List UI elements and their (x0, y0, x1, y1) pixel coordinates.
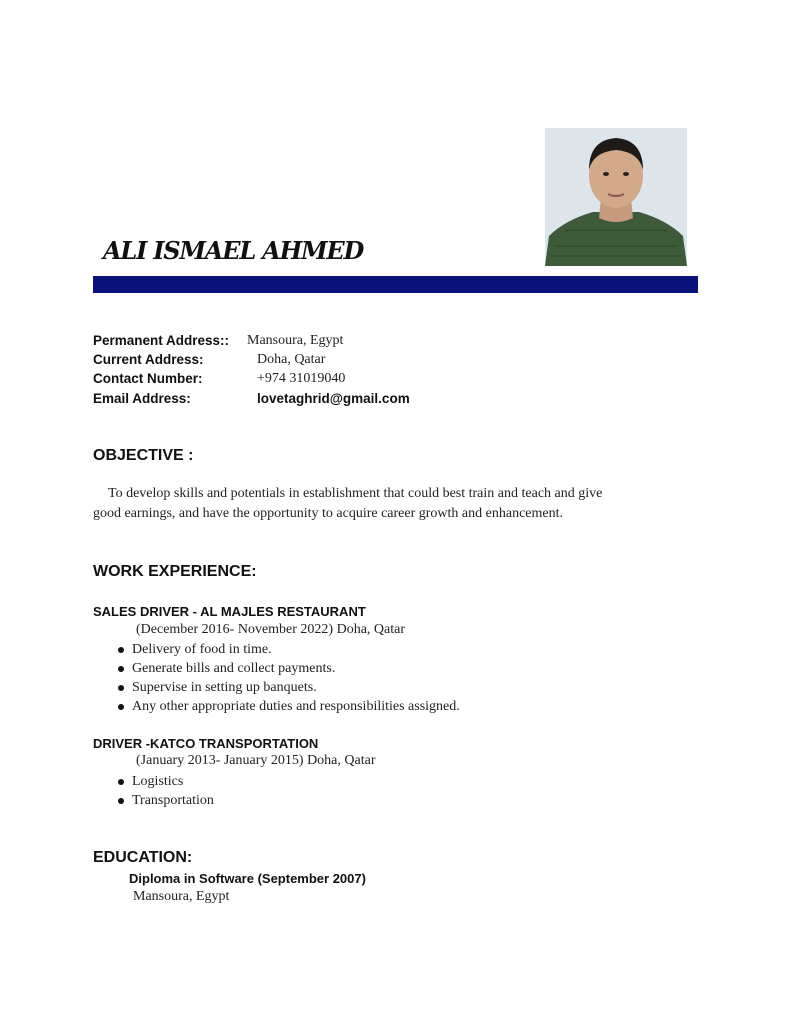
objective-text-line-1: To develop skills and potentials in establishment that could best train and teach and give (108, 486, 603, 501)
list-item: Generate bills and collect payments. (118, 659, 460, 678)
email-address-value: lovetaghrid@gmail.com (257, 391, 410, 406)
email-address-label: Email Address: (93, 391, 191, 406)
objective-text-line-2: good earnings, and have the opportunity to acquire career growth and enhancement. (93, 506, 563, 521)
profile-photo (545, 128, 687, 266)
contact-number-label: Contact Number: (93, 371, 203, 386)
job-1-period: (December 2016- November 2022) Doha, Qatar (136, 622, 406, 637)
header-divider-bar (93, 276, 698, 293)
job-2-duties-list (118, 772, 214, 810)
job-2-title: DRIVER -KATCO TRANSPORTATION (93, 736, 319, 751)
person-avatar-icon (545, 128, 687, 266)
candidate-name: ALI ISMAEL AHMED (103, 236, 364, 265)
list-item: Delivery of food in time. (118, 640, 460, 659)
list-item: Logistics (118, 772, 214, 791)
education-heading: EDUCATION: (93, 849, 193, 866)
list-item: Supervise in setting up banquets. (118, 678, 460, 697)
contact-number-value: +974 31019040 (257, 371, 346, 386)
list-item: Transportation (118, 791, 214, 810)
job-2-period: (January 2013- January 2015) Doha, Qatar (136, 753, 376, 768)
permanent-address-value: Mansoura, Egypt (247, 333, 344, 348)
job-1-duties-list (118, 640, 460, 716)
permanent-address-label: Permanent Address:: (93, 333, 230, 348)
job-1-title: SALES DRIVER - AL MAJLES RESTAURANT (93, 604, 366, 619)
education-location: Mansoura, Egypt (133, 889, 230, 904)
work-experience-heading: WORK EXPERIENCE: (93, 563, 257, 580)
objective-heading: OBJECTIVE : (93, 447, 194, 464)
list-item: Any other appropriate duties and responsibilities assigned. (118, 697, 460, 716)
current-address-value: Doha, Qatar (257, 352, 326, 367)
current-address-label: Current Address: (93, 352, 204, 367)
education-degree: Diploma in Software (September 2007) (129, 871, 366, 886)
